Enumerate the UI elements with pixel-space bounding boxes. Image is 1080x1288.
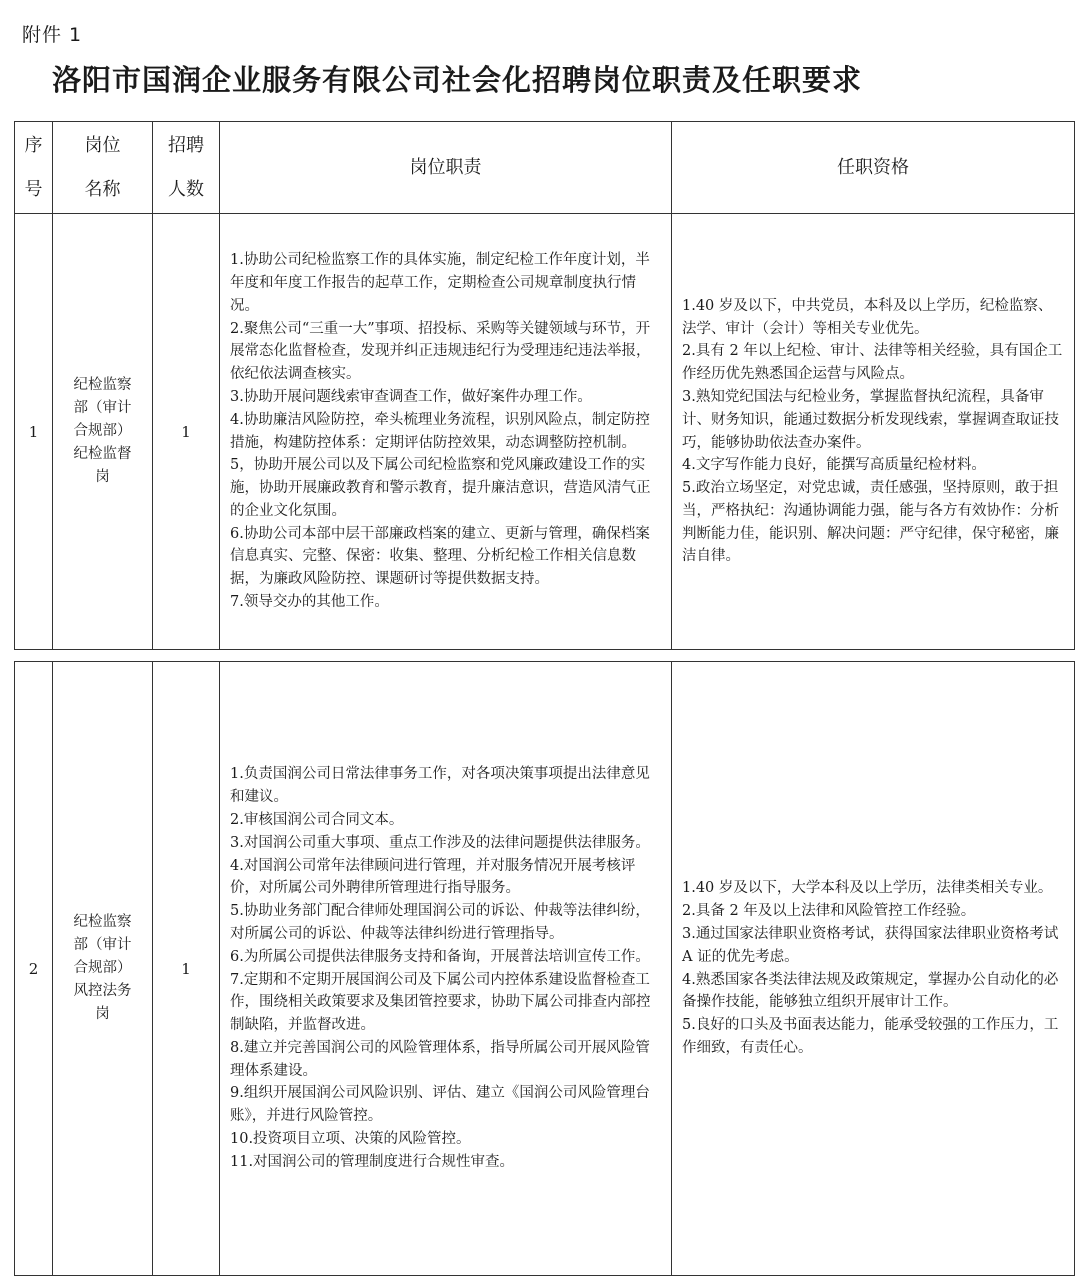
duty-item: 5，协助开展公司以及下属公司纪检监察和党风廉政建设工作的实施，协助开展廉政教育和警示教育，提升廉洁意识，营造风清气正的企业文化氛围。 <box>230 457 651 519</box>
row-duties <box>220 662 672 1276</box>
row-position: 纪检监察 部（审计 合规部） 纪检监督 岗 <box>53 214 153 650</box>
requirement-item: 3.熟知党纪国法与纪检业务，掌握监督执纪流程，具备审计、财务知识，能通过数据分析发现线索，掌握调查取证技巧，能够协助依法查办案件。 <box>682 388 1059 451</box>
duty-item: 6.协助公司本部中层干部廉政档案的建立、更新与管理，确保档案信息真实、完整、保密：收集、整理、分析纪检工作相关信息数据，为廉政风险防控、课题研讨等提供数据支持。 <box>230 525 650 588</box>
document-title: 洛阳市国润企业服务有限公司社会化招聘岗位职责及任职要求 <box>52 63 863 97</box>
positions-table-part-1 <box>14 121 1075 650</box>
header-duties: 岗位职责 <box>220 122 672 214</box>
duty-item: 1.负责国润公司日常法律事务工作，对各项决策事项提出法律意见和建议。 <box>230 766 650 806</box>
header-num: 序 号 <box>15 122 53 214</box>
table-row <box>15 662 1075 1276</box>
requirement-item: 1.40 岁及以下，中共党员，本科及以上学历，纪检监察、法学、审计（会计）等相关专业优先。 <box>682 297 1053 337</box>
duty-item: 7.领导交办的其他工作。 <box>230 594 389 611</box>
requirement-item: 2.具备 2 年及以上法律和风险管控工作经验。 <box>682 903 976 920</box>
requirement-item: 1.40 岁及以下，大学本科及以上学历，法律类相关专业。 <box>682 880 1053 897</box>
duty-item: 3.对国润公司重大事项、重点工作涉及的法律问题提供法律服务。 <box>230 834 650 851</box>
duty-item: 2.聚焦公司“三重一大”事项、招投标、采购等关键领域与环节，开展常态化监督检查，发现并纠正违规违纪行为受理违纪违法举报，依纪依法调查核实。 <box>230 320 651 383</box>
requirement-item: 5.政治立场坚定，对党忠诚，责任感强，坚持原则，敢于担当，严格执纪：沟通协调能力强，能与各方有效协作：分析判断能力佳，能识别、解决问题：严守纪律，保守秘密，廉洁自律。 <box>682 480 1059 565</box>
duty-item: 11.对国润公司的管理制度进行合规性审查。 <box>230 1153 515 1170</box>
row-count: 1 <box>153 662 220 1276</box>
header-position: 岗位 名称 <box>53 122 153 214</box>
header-requirements: 任职资格 <box>672 122 1075 214</box>
duty-item: 1.协助公司纪检监察工作的具体实施，制定纪检工作年度计划，半年度和年度工作报告的起草工作，定期检查公司规章制度执行情况。 <box>230 252 650 314</box>
row-requirements <box>672 662 1075 1276</box>
row-duties <box>220 214 672 650</box>
table-header-row <box>15 122 1075 214</box>
row-requirements <box>672 214 1075 650</box>
duty-item: 7.定期和不定期开展国润公司及下属公司内控体系建设监督检查工作，围绕相关政策要求及集团管控要求，协助下属公司排查内部控制缺陷，并监督改进。 <box>230 971 651 1034</box>
duty-item: 2.审核国润公司合同文本。 <box>230 811 404 828</box>
duty-item: 4.协助廉洁风险防控，牵头梳理业务流程，识别风险点，制定防控措施，构建防控体系：定期评估防控效果，动态调整防控机制。 <box>230 411 650 451</box>
duty-item: 5.协助业务部门配合律师处理国润公司的诉讼、仲裁等法律纠纷，对所属公司的诉讼、仲裁等法律纠纷进行管理指导。 <box>230 903 650 942</box>
duty-item: 4.对国润公司常年法律顾问进行管理，并对服务情况开展考核评价，对所属公司外聘律所管理进行指导服务。 <box>230 857 636 897</box>
attachment-label: 附件 1 <box>22 24 83 46</box>
requirement-item: 3.通过国家法律职业资格考试，获得国家法律职业资格考试 A 证的优先考虑。 <box>682 925 1059 965</box>
duty-item: 6.为所属公司提供法律服务支持和备询，开展普法培训宣传工作。 <box>230 948 650 965</box>
requirement-item: 2.具有 2 年以上纪检、审计、法律等相关经验，具有国企工作经历优先熟悉国企运营与风险点。 <box>682 343 1063 383</box>
table-row <box>15 214 1075 650</box>
requirement-item: 5.良好的口头及书面表达能力，能承受较强的工作压力，工作细致，有责任心。 <box>682 1017 1059 1056</box>
row-num: 2 <box>15 662 53 1276</box>
row-count: 1 <box>153 214 220 650</box>
requirement-item: 4.文字写作能力良好，能撰写高质量纪检材料。 <box>682 457 986 474</box>
row-position: 纪检监察 部（审计 合规部） 风控法务 岗 <box>53 662 153 1276</box>
positions-table-part-2 <box>14 661 1075 1276</box>
row-num: 1 <box>15 214 53 650</box>
duty-item: 9.组织开展国润公司风险识别、评估、建立《国润公司风险管理台账》，并进行风险管控。 <box>230 1085 650 1125</box>
duty-item: 3.协助开展问题线索审查调查工作，做好案件办理工作。 <box>230 388 592 405</box>
duty-item: 10.投资项目立项、决策的风险管控。 <box>230 1131 471 1148</box>
requirement-item: 4.熟悉国家各类法律法规及政策规定，掌握办公自动化的必备操作技能，能够独立组织开展审计工作。 <box>682 971 1059 1011</box>
duty-item: 8.建立并完善国润公司的风险管理体系，指导所属公司开展风险管理体系建设。 <box>230 1039 650 1079</box>
header-count: 招聘 人数 <box>153 122 220 214</box>
